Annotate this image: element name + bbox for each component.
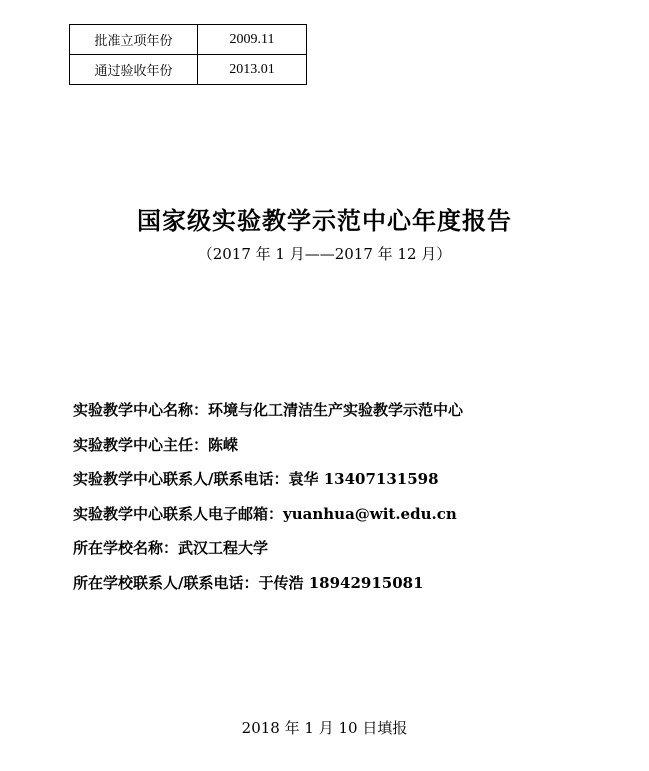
center-name-row (73, 397, 633, 432)
table-row (70, 25, 307, 55)
school-name-value: 武汉工程大学 (178, 539, 269, 558)
center-contact-email-value: yuanhua@wit.edu.cn (283, 504, 457, 523)
acceptance-year-label: 通过验收年份 (70, 55, 198, 85)
center-director-row (73, 432, 633, 467)
school-contact-phone-label: 所在学校联系人/联系电话： (73, 573, 259, 592)
acceptance-year-value: 2013.01 (198, 55, 307, 85)
center-contact-email-label: 实验教学中心联系人电子邮箱： (73, 504, 284, 523)
report-title: 国家级实验教学示范中心年度报告 (137, 206, 512, 235)
center-info-block (73, 397, 633, 605)
table-row (70, 55, 307, 85)
center-director-label: 实验教学中心主任： (73, 435, 209, 454)
center-contact-phone-value: 袁华 13407131598 (288, 470, 439, 489)
center-contact-email-row (73, 501, 633, 536)
center-director-value: 陈嵘 (208, 435, 239, 454)
school-name-row (73, 535, 633, 570)
center-name-label: 实验教学中心名称： (73, 401, 209, 419)
report-period: （2017 年 1 月——2017 年 12 月） (197, 245, 452, 263)
fill-date: 2018 年 1 月 10 日填报 (241, 719, 408, 737)
center-contact-phone-row (73, 466, 633, 501)
approval-year-label: 批准立项年份 (70, 25, 198, 55)
school-contact-phone-value: 于传浩 18942915081 (258, 573, 424, 592)
center-name-value: 环境与化工清洁生产实验教学示范中心 (208, 401, 464, 419)
school-name-label: 所在学校名称： (73, 539, 179, 558)
approval-year-value: 2009.11 (198, 25, 307, 55)
school-contact-phone-row (73, 570, 633, 605)
approval-info-table (69, 24, 307, 85)
center-contact-phone-label: 实验教学中心联系人/联系电话： (73, 470, 289, 489)
